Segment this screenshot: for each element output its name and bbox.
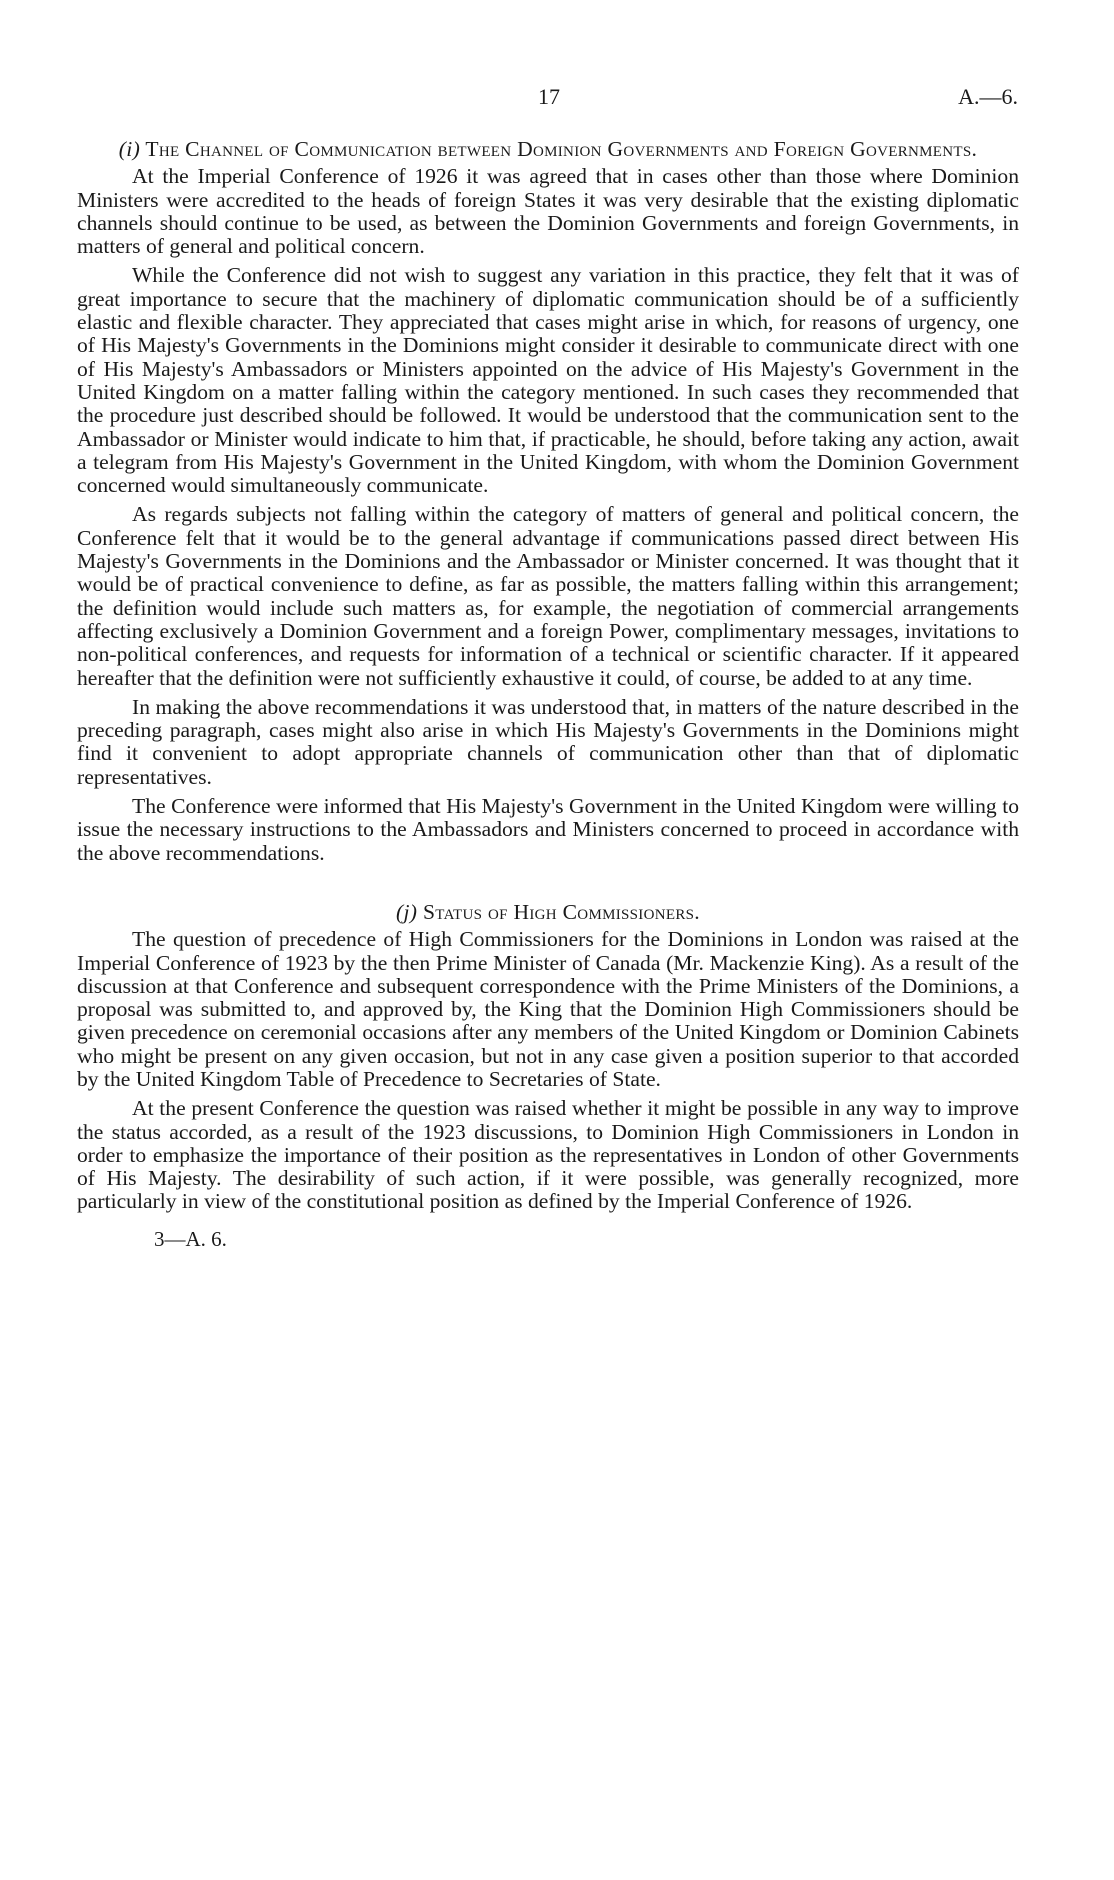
paragraph: The Conference were informed that His Majesty's Government in the United Kingdom were willing to issue the necessary instructions to the Ambassadors and Ministers concerned to proceed in accordance with the above recommendations. [77,794,1019,865]
page-number: 17 [538,84,560,109]
sheet-reference: 3—A. 6. [154,1226,227,1251]
paragraph: While the Conference did not wish to suggest any variation in this practice, they felt that it was of great importance to secure that the machinery of diplomatic communication should be of a sufficiently elastic and flexible character. They appreciated that cases might arise in which, for reasons of urgency, one of His Majesty's Governments in the Dominions might consider it desirable to communicate direct with one of His Majesty's Ambassadors or Ministers appointed on the advice of His Majesty's Government in the United Kingdom on a matter falling within the category mentioned. In such cases they recommended that the procedure just described should be followed. It would be understood that the communication sent to the Ambassador or Minister would indicate to him that, if practicable, he should, before taking any action, await a telegram from His Majesty's Government in the United Kingdom, with whom the Dominion Government concerned would simultaneously communicate. [77,263,1019,498]
document-body [77,138,1019,1251]
section-letter: (i) [118,137,141,161]
page-header [80,84,1018,114]
section-title: Status of High Commissioners. [423,899,700,924]
paragraph: In making the above recommendations it was understood that, in matters of the nature described in the preceding paragraph, cases might also arise in which His Majesty's Governments in the Dominions might find it convenient to adopt appropriate channels of communication other than that of diplomatic representatives. [77,694,1019,789]
paragraph: The question of precedence of High Commissioners for the Dominions in London was raised at the Imperial Conference of 1923 by the then Prime Minister of Canada (Mr. Mackenzie King). As a result of the discussion at that Conference and subsequent correspondence with the Prime Ministers of the Dominions, a proposal was submitted to, and approved by, the King that the Dominion High Commissioners should be given precedence on ceremonial occasions after any members of the United Kingdom or Dominion Cabinets who might be present on any given occasion, but not in any case given a position superior to that accorded by the United Kingdom Table of Precedence to Secretaries of State. [77,927,1019,1091]
paragraph: At the present Conference the question was raised whether it might be possible in any way to improve the status accorded, as a result of the 1923 discussions, to Dominion High Commissioners in London in order to emphasize the importance of their position as the representatives in London of other Governments of His Majesty. The desirability of such action, if it were possible, was generally recognized, more particularly in view of the constitutional position as defined by the Imperial Conference of 1926. [77,1096,1019,1214]
section-title: The Channel of Communication between Dominion Governments and Foreign Governments. [145,137,978,161]
section-heading-channel-of-communication [77,138,1019,161]
paper-reference: A.—6. [958,84,1018,109]
section-heading-status-of-high-commissioners [77,901,1019,924]
paragraph: As regards subjects not falling within the category of matters of general and political concern, the Conference felt that it would be to the general advantage if communications passed direct between His Majesty's Governments in the Dominions and the Ambassador or Minister concerned. It was thought that it would be of practical convenience to define, as far as possible, the matters falling within this arrangement; the definition would include such matters as, for example, the negotiation of commercial arrangements affecting exclusively a Dominion Government and a foreign Power, complimentary messages, invitations to non-political conferences, and requests for information of a technical or scientific character. If it appeared hereafter that the definition were not sufficiently exhaustive it could, of course, be added to at any time. [77,502,1019,690]
paragraph: At the Imperial Conference of 1926 it was agreed that in cases other than those where Dominion Ministers were accredited to the heads of foreign States it was very desirable that the existing diplomatic channels should continue to be used, as between the Dominion Governments and foreign Governments, in matters of general and political concern. [77,164,1019,259]
section-letter: (j) [396,899,418,924]
